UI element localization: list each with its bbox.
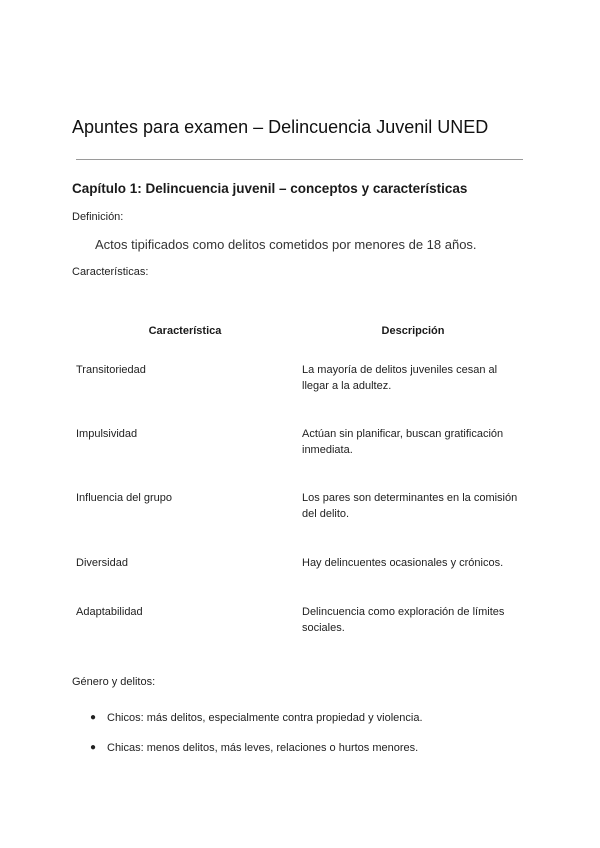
- list-item: [90, 742, 423, 772]
- bullet-icon: ●: [90, 742, 97, 753]
- table-cell-characteristic: Impulsividad: [76, 428, 138, 440]
- list-item-text: Chicas: menos delitos, más leves, relaciones o hurtos menores.: [107, 742, 419, 754]
- table-header-description: Descripción: [381, 325, 445, 337]
- table-row: [72, 604, 528, 654]
- list-item: [90, 712, 423, 742]
- table-cell-description: Hay delincuentes ocasionales y crónicos.: [302, 557, 504, 569]
- bullet-icon: ●: [90, 712, 97, 723]
- table-cell-characteristic: Transitoriedad: [76, 364, 146, 376]
- table-header-row: [72, 300, 528, 362]
- table-cell-characteristic: Diversidad: [76, 557, 128, 569]
- table-row: [72, 490, 528, 555]
- definition-label: Definición:: [72, 211, 124, 223]
- table-cell-description: Los pares son determinantes en la comisión del delito.: [302, 492, 518, 520]
- table-cell-description: Actúan sin planificar, buscan gratificación inmediata.: [302, 428, 504, 456]
- page-title: Apuntes para examen – Delincuencia Juvenil UNED: [72, 117, 489, 137]
- table-cell-description: Delincuencia como exploración de límites sociales.: [302, 606, 505, 634]
- table-cell-characteristic: Influencia del grupo: [76, 492, 173, 504]
- characteristics-label: Características:: [72, 266, 149, 278]
- gender-label: Género y delitos:: [72, 676, 156, 688]
- table-row: [72, 362, 528, 426]
- table-row: [72, 426, 528, 490]
- table-row: [72, 555, 528, 604]
- table-cell-description: La mayoría de delitos juveniles cesan al llegar a la adultez.: [302, 364, 498, 392]
- characteristics-table: [72, 300, 528, 654]
- table-header-characteristic: Característica: [148, 325, 222, 337]
- gender-list: [90, 712, 423, 772]
- table-cell-characteristic: Adaptabilidad: [76, 606, 143, 618]
- horizontal-divider: [76, 159, 523, 160]
- chapter-heading: Capítulo 1: Delincuencia juvenil – conceptos y características: [72, 181, 468, 196]
- list-item-text: Chicos: más delitos, especialmente contra propiedad y violencia.: [107, 712, 423, 724]
- definition-text: Actos tipificados como delitos cometidos por menores de 18 años.: [95, 237, 477, 252]
